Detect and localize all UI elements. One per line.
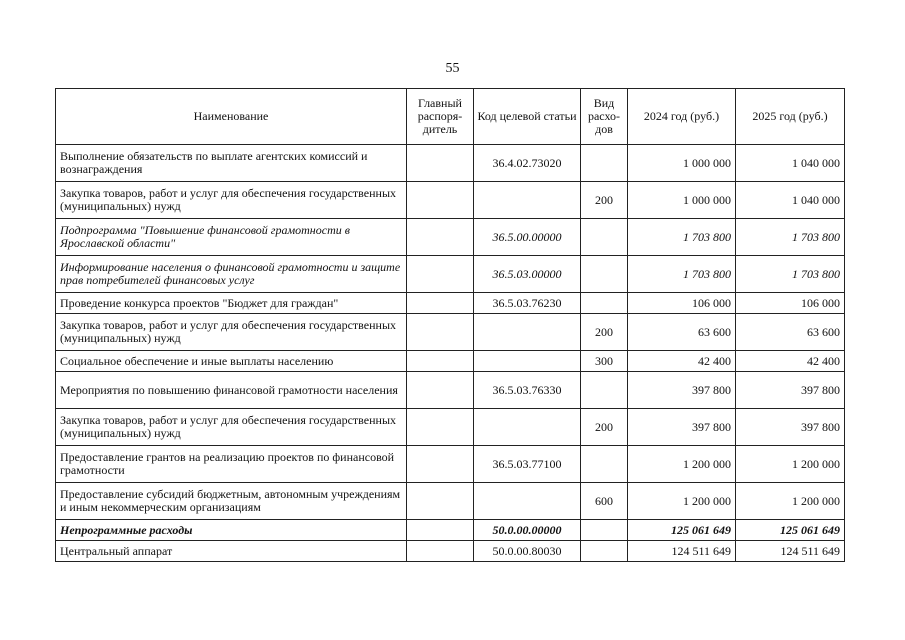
row-kind — [581, 372, 628, 409]
row-2024: 124 511 649 — [628, 541, 736, 562]
row-code: 36.5.03.76330 — [474, 372, 581, 409]
row-admin — [407, 293, 474, 314]
table-row — [56, 446, 845, 483]
row-2024: 106 000 — [628, 293, 736, 314]
row-2024: 1 000 000 — [628, 182, 736, 219]
row-kind — [581, 145, 628, 182]
row-code — [474, 483, 581, 520]
header-code: Код целевой статьи — [474, 89, 581, 145]
row-code: 50.0.00.80030 — [474, 541, 581, 562]
row-2024: 42 400 — [628, 351, 736, 372]
row-kind — [581, 219, 628, 256]
header-2024: 2024 год (руб.) — [628, 89, 736, 145]
row-admin — [407, 541, 474, 562]
row-admin — [407, 409, 474, 446]
row-2024: 397 800 — [628, 409, 736, 446]
table-row — [56, 293, 845, 314]
row-admin — [407, 219, 474, 256]
row-2024: 1 000 000 — [628, 145, 736, 182]
row-code: 36.5.00.00000 — [474, 219, 581, 256]
row-kind — [581, 293, 628, 314]
row-2025: 397 800 — [736, 409, 845, 446]
table-row — [56, 219, 845, 256]
row-kind: 200 — [581, 182, 628, 219]
row-code — [474, 351, 581, 372]
row-2025: 1 200 000 — [736, 446, 845, 483]
row-admin — [407, 520, 474, 541]
row-code — [474, 409, 581, 446]
table-row — [56, 256, 845, 293]
row-2024: 1 703 800 — [628, 219, 736, 256]
row-code — [474, 314, 581, 351]
row-2024: 63 600 — [628, 314, 736, 351]
row-code: 36.5.03.76230 — [474, 293, 581, 314]
row-2025: 1 040 000 — [736, 145, 845, 182]
row-admin — [407, 351, 474, 372]
row-name: Предоставление субсидий бюджетным, автономным учреждениям и иным некоммерческим организациям — [56, 483, 407, 520]
row-code — [474, 182, 581, 219]
row-admin — [407, 446, 474, 483]
table-row — [56, 483, 845, 520]
row-name: Центральный аппарат — [56, 541, 407, 562]
row-kind: 300 — [581, 351, 628, 372]
table-row — [56, 314, 845, 351]
row-admin — [407, 182, 474, 219]
row-kind: 200 — [581, 409, 628, 446]
row-name: Социальное обеспечение и иные выплаты населению — [56, 351, 407, 372]
row-2024: 1 703 800 — [628, 256, 736, 293]
row-code: 36.5.03.00000 — [474, 256, 581, 293]
row-kind — [581, 446, 628, 483]
row-admin — [407, 314, 474, 351]
row-2025: 124 511 649 — [736, 541, 845, 562]
row-2025: 1 703 800 — [736, 256, 845, 293]
table-row — [56, 145, 845, 182]
row-2024: 397 800 — [628, 372, 736, 409]
row-2025: 1 040 000 — [736, 182, 845, 219]
row-name: Закупка товаров, работ и услуг для обеспечения государственных (муниципальных) нужд — [56, 314, 407, 351]
page-number: 55 — [445, 61, 460, 76]
table-row — [56, 351, 845, 372]
header-admin: Главный распоря-дитель — [407, 89, 474, 145]
row-name: Проведение конкурса проектов "Бюджет для граждан" — [56, 293, 407, 314]
row-code: 36.4.02.73020 — [474, 145, 581, 182]
row-2025: 63 600 — [736, 314, 845, 351]
row-2024: 1 200 000 — [628, 446, 736, 483]
row-name: Выполнение обязательств по выплате агентских комиссий и вознаграждения — [56, 145, 407, 182]
row-name: Подпрограмма "Повышение финансовой грамотности в Ярославской области" — [56, 219, 407, 256]
row-2025: 106 000 — [736, 293, 845, 314]
table-row — [56, 520, 845, 541]
header-2025: 2025 год (руб.) — [736, 89, 845, 145]
table-row — [56, 409, 845, 446]
row-kind: 200 — [581, 314, 628, 351]
row-name: Мероприятия по повышению финансовой грамотности населения — [56, 372, 407, 409]
row-kind — [581, 520, 628, 541]
row-name: Закупка товаров, работ и услуг для обеспечения государственных (муниципальных) нужд — [56, 409, 407, 446]
table-row — [56, 541, 845, 562]
row-kind — [581, 541, 628, 562]
row-admin — [407, 372, 474, 409]
budget-table — [55, 88, 845, 562]
row-name: Предоставление грантов на реализацию проектов по финансовой грамотности — [56, 446, 407, 483]
row-code: 36.5.03.77100 — [474, 446, 581, 483]
row-name: Закупка товаров, работ и услуг для обеспечения государственных (муниципальных) нужд — [56, 182, 407, 219]
header-name: Наименование — [56, 89, 407, 145]
row-name: Непрограммные расходы — [56, 520, 407, 541]
row-2024: 1 200 000 — [628, 483, 736, 520]
row-kind — [581, 256, 628, 293]
row-admin — [407, 256, 474, 293]
table-header-row — [56, 89, 845, 145]
row-2025: 42 400 — [736, 351, 845, 372]
header-kind: Вид расхо-дов — [581, 89, 628, 145]
row-name: Информирование населения о финансовой грамотности и защите прав потребителей финансовых услуг — [56, 256, 407, 293]
row-2025: 1 200 000 — [736, 483, 845, 520]
row-code: 50.0.00.00000 — [474, 520, 581, 541]
row-admin — [407, 145, 474, 182]
table-row — [56, 372, 845, 409]
row-admin — [407, 483, 474, 520]
row-kind: 600 — [581, 483, 628, 520]
row-2024: 125 061 649 — [628, 520, 736, 541]
row-2025: 125 061 649 — [736, 520, 845, 541]
row-2025: 1 703 800 — [736, 219, 845, 256]
table-body — [56, 145, 845, 562]
table-row — [56, 182, 845, 219]
row-2025: 397 800 — [736, 372, 845, 409]
